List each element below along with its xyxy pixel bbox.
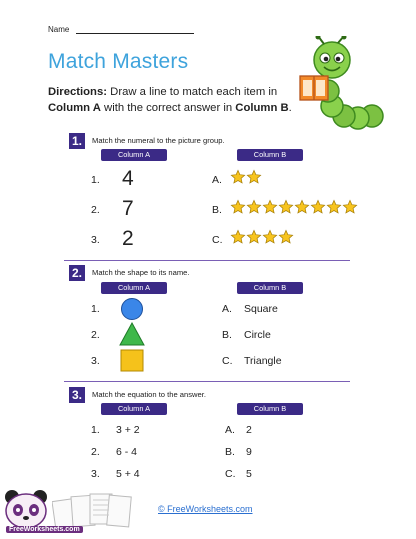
- star-icon: [278, 229, 294, 245]
- directions-end: .: [288, 102, 292, 114]
- s2-row3-number: 3.: [91, 355, 100, 367]
- star-group-b: [230, 199, 358, 215]
- star-icon: [262, 199, 278, 215]
- question-number-3: 3.: [69, 387, 85, 403]
- s3-row3-equation: 5 + 4: [116, 468, 140, 480]
- s1-row2-letter: B.: [212, 204, 222, 216]
- name-line: [76, 33, 194, 34]
- s1-row2-number: 2.: [91, 204, 100, 216]
- triangle-icon: [119, 322, 145, 346]
- s3-row3-answer: 5: [246, 468, 252, 480]
- s2-row2-letter: B.: [222, 329, 232, 341]
- directions-text-2: with the correct answer in: [100, 102, 236, 114]
- star-icon: [246, 199, 262, 215]
- s1-row1-number: 1.: [91, 174, 100, 186]
- star-icon: [246, 229, 262, 245]
- s3-row3-number: 3.: [91, 468, 100, 480]
- caterpillar-reading-icon: [292, 36, 396, 132]
- section-1-column-b-header: Column B: [237, 149, 303, 161]
- question-3-prompt: Match the equation to the answer.: [92, 390, 206, 399]
- s2-row2-number: 2.: [91, 329, 100, 341]
- s2-row3-answer: Triangle: [244, 355, 282, 367]
- s2-row2-answer: Circle: [244, 329, 271, 341]
- question-number-2: 2.: [69, 265, 85, 281]
- question-2-prompt: Match the shape to its name.: [92, 268, 190, 277]
- star-icon: [262, 229, 278, 245]
- s3-row2-equation: 6 - 4: [116, 446, 138, 458]
- section-divider-1: [64, 260, 350, 261]
- s1-row1-numeral: 4: [122, 167, 134, 190]
- s1-row2-numeral: 7: [122, 197, 134, 220]
- footer-link[interactable]: © FreeWorksheets.com: [158, 504, 253, 514]
- section-3-column-b-header: Column B: [237, 403, 303, 415]
- section-3-column-a-header: Column A: [101, 403, 167, 415]
- star-icon: [230, 169, 246, 185]
- directions-column-a: Column A: [48, 102, 101, 114]
- s2-row1-letter: A.: [222, 303, 232, 315]
- star-group-a: [230, 169, 262, 185]
- section-1-column-a-header: Column A: [101, 149, 167, 161]
- directions: [48, 84, 310, 116]
- page-title: Match Masters: [48, 50, 189, 73]
- star-icon: [230, 199, 246, 215]
- section-divider-2: [64, 381, 350, 382]
- section-2-column-a-header: Column A: [101, 282, 167, 294]
- s3-row1-equation: 3 + 2: [116, 424, 140, 436]
- s3-row2-letter: B.: [225, 446, 235, 458]
- s2-row3-letter: C.: [222, 355, 233, 367]
- directions-column-b: Column B: [235, 102, 289, 114]
- star-icon: [310, 199, 326, 215]
- brand-label: FreeWorksheets.com: [6, 526, 83, 533]
- star-icon: [294, 199, 310, 215]
- s1-row3-number: 3.: [91, 234, 100, 246]
- question-1-prompt: Match the numeral to the picture group.: [92, 136, 225, 145]
- section-2-column-b-header: Column B: [237, 282, 303, 294]
- star-icon: [278, 199, 294, 215]
- question-number-1: 1.: [69, 133, 85, 149]
- circle-icon: [120, 297, 144, 321]
- s3-row3-letter: C.: [225, 468, 236, 480]
- s1-row1-letter: A.: [212, 174, 222, 186]
- s3-row1-number: 1.: [91, 424, 100, 436]
- s3-row2-number: 2.: [91, 446, 100, 458]
- star-group-c: [230, 229, 294, 245]
- star-icon: [326, 199, 342, 215]
- s1-row3-numeral: 2: [122, 227, 134, 250]
- s2-row1-number: 1.: [91, 303, 100, 315]
- star-icon: [230, 229, 246, 245]
- directions-label: Directions:: [48, 86, 108, 98]
- name-label: Name: [48, 25, 70, 34]
- s3-row2-answer: 9: [246, 446, 252, 458]
- s2-row1-answer: Square: [244, 303, 278, 315]
- star-icon: [246, 169, 262, 185]
- directions-text-1: Draw a line to match each item in: [107, 86, 278, 98]
- star-icon: [342, 199, 358, 215]
- square-icon: [120, 349, 144, 372]
- s3-row1-answer: 2: [246, 424, 252, 436]
- s3-row1-letter: A.: [225, 424, 235, 436]
- s1-row3-letter: C.: [212, 234, 223, 246]
